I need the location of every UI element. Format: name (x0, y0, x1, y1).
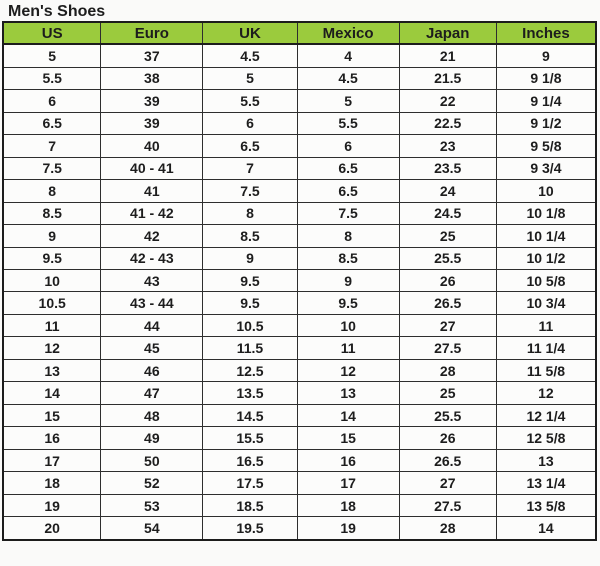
cell: 9 (496, 44, 596, 67)
cell: 25.5 (399, 404, 496, 426)
column-header-inches: Inches (496, 22, 596, 44)
cell: 11 5/8 (496, 359, 596, 381)
cell: 16 (297, 449, 399, 471)
cell: 5.5 (203, 90, 297, 112)
table-row (3, 449, 596, 471)
cell: 13 1/4 (496, 472, 596, 494)
cell: 26 (399, 427, 496, 449)
table-row (3, 427, 596, 449)
cell: 9.5 (203, 292, 297, 314)
cell: 12 (297, 359, 399, 381)
cell: 5.5 (297, 112, 399, 134)
table-row (3, 359, 596, 381)
cell: 6.5 (203, 135, 297, 157)
cell: 10 1/2 (496, 247, 596, 269)
cell: 9 (3, 225, 101, 247)
cell: 11 (496, 314, 596, 336)
cell: 9 1/4 (496, 90, 596, 112)
shoe-size-conversion-table (2, 21, 597, 541)
cell: 10.5 (3, 292, 101, 314)
cell: 44 (101, 314, 203, 336)
cell: 7.5 (203, 180, 297, 202)
cell: 6.5 (297, 180, 399, 202)
cell: 9.5 (3, 247, 101, 269)
cell: 13.5 (203, 382, 297, 404)
cell: 6 (3, 90, 101, 112)
page-title: Men's Shoes (8, 3, 106, 20)
cell: 8 (203, 202, 297, 224)
cell: 47 (101, 382, 203, 404)
cell: 8 (297, 225, 399, 247)
cell: 10 (297, 314, 399, 336)
cell: 27 (399, 472, 496, 494)
cell: 11 (297, 337, 399, 359)
cell: 24 (399, 180, 496, 202)
column-header-japan: Japan (399, 22, 496, 44)
cell: 11 1/4 (496, 337, 596, 359)
cell: 19 (3, 494, 101, 516)
column-header-euro: Euro (101, 22, 203, 44)
cell: 5 (203, 67, 297, 89)
table-body (3, 44, 596, 540)
cell: 10 5/8 (496, 270, 596, 292)
cell: 25 (399, 382, 496, 404)
cell: 21.5 (399, 67, 496, 89)
cell: 7 (3, 135, 101, 157)
column-header-us: US (3, 22, 101, 44)
cell: 8 (3, 180, 101, 202)
cell: 16 (3, 427, 101, 449)
cell: 12 5/8 (496, 427, 596, 449)
table-row (3, 247, 596, 269)
cell: 23.5 (399, 157, 496, 179)
table-row (3, 337, 596, 359)
cell: 18 (297, 494, 399, 516)
cell: 5.5 (3, 67, 101, 89)
cell: 17.5 (203, 472, 297, 494)
cell: 18 (3, 472, 101, 494)
table-row (3, 112, 596, 134)
table-row (3, 314, 596, 336)
cell: 6.5 (3, 112, 101, 134)
cell: 39 (101, 112, 203, 134)
cell: 10 1/4 (496, 225, 596, 247)
cell: 12.5 (203, 359, 297, 381)
cell: 12 (496, 382, 596, 404)
table-row (3, 180, 596, 202)
cell: 40 (101, 135, 203, 157)
cell: 8.5 (297, 247, 399, 269)
cell: 27 (399, 314, 496, 336)
table-row (3, 44, 596, 67)
header-row (3, 22, 596, 44)
cell: 26.5 (399, 292, 496, 314)
cell: 9 (203, 247, 297, 269)
table-row (3, 472, 596, 494)
cell: 41 (101, 180, 203, 202)
cell: 22 (399, 90, 496, 112)
cell: 27.5 (399, 337, 496, 359)
table-row (3, 517, 596, 540)
cell: 14 (496, 517, 596, 540)
cell: 13 (3, 359, 101, 381)
cell: 5 (297, 90, 399, 112)
cell: 9 3/4 (496, 157, 596, 179)
cell: 14.5 (203, 404, 297, 426)
cell: 4 (297, 44, 399, 67)
cell: 15.5 (203, 427, 297, 449)
cell: 22.5 (399, 112, 496, 134)
cell: 13 (297, 382, 399, 404)
cell: 6 (203, 112, 297, 134)
cell: 10 3/4 (496, 292, 596, 314)
cell: 49 (101, 427, 203, 449)
cell: 9.5 (203, 270, 297, 292)
table-row (3, 292, 596, 314)
cell: 10.5 (203, 314, 297, 336)
cell: 17 (3, 449, 101, 471)
cell: 54 (101, 517, 203, 540)
cell: 28 (399, 359, 496, 381)
cell: 25.5 (399, 247, 496, 269)
cell: 12 (3, 337, 101, 359)
cell: 6 (297, 135, 399, 157)
cell: 43 - 44 (101, 292, 203, 314)
table-row (3, 225, 596, 247)
table-row (3, 157, 596, 179)
cell: 40 - 41 (101, 157, 203, 179)
cell: 21 (399, 44, 496, 67)
cell: 37 (101, 44, 203, 67)
cell: 39 (101, 90, 203, 112)
cell: 7.5 (297, 202, 399, 224)
cell: 41 - 42 (101, 202, 203, 224)
table-row (3, 382, 596, 404)
cell: 42 (101, 225, 203, 247)
cell: 7.5 (3, 157, 101, 179)
cell: 13 5/8 (496, 494, 596, 516)
cell: 11 (3, 314, 101, 336)
cell: 11.5 (203, 337, 297, 359)
cell: 8.5 (203, 225, 297, 247)
cell: 19.5 (203, 517, 297, 540)
cell: 28 (399, 517, 496, 540)
cell: 15 (297, 427, 399, 449)
cell: 25 (399, 225, 496, 247)
cell: 10 1/8 (496, 202, 596, 224)
table-row (3, 67, 596, 89)
table-row (3, 90, 596, 112)
table-row (3, 494, 596, 516)
cell: 43 (101, 270, 203, 292)
cell: 4.5 (203, 44, 297, 67)
cell: 8.5 (3, 202, 101, 224)
cell: 26.5 (399, 449, 496, 471)
cell: 20 (3, 517, 101, 540)
cell: 48 (101, 404, 203, 426)
cell: 13 (496, 449, 596, 471)
cell: 26 (399, 270, 496, 292)
cell: 16.5 (203, 449, 297, 471)
cell: 14 (3, 382, 101, 404)
cell: 50 (101, 449, 203, 471)
cell: 53 (101, 494, 203, 516)
table-row (3, 404, 596, 426)
cell: 27.5 (399, 494, 496, 516)
cell: 9 1/2 (496, 112, 596, 134)
cell: 4.5 (297, 67, 399, 89)
cell: 9.5 (297, 292, 399, 314)
cell: 15 (3, 404, 101, 426)
table-row (3, 202, 596, 224)
table-row (3, 135, 596, 157)
cell: 10 (3, 270, 101, 292)
cell: 6.5 (297, 157, 399, 179)
cell: 14 (297, 404, 399, 426)
cell: 18.5 (203, 494, 297, 516)
cell: 9 (297, 270, 399, 292)
table-row (3, 270, 596, 292)
cell: 5 (3, 44, 101, 67)
cell: 52 (101, 472, 203, 494)
column-header-uk: UK (203, 22, 297, 44)
cell: 9 1/8 (496, 67, 596, 89)
cell: 38 (101, 67, 203, 89)
cell: 7 (203, 157, 297, 179)
column-header-mexico: Mexico (297, 22, 399, 44)
cell: 42 - 43 (101, 247, 203, 269)
cell: 12 1/4 (496, 404, 596, 426)
cell: 17 (297, 472, 399, 494)
cell: 23 (399, 135, 496, 157)
cell: 24.5 (399, 202, 496, 224)
cell: 19 (297, 517, 399, 540)
cell: 10 (496, 180, 596, 202)
cell: 9 5/8 (496, 135, 596, 157)
cell: 45 (101, 337, 203, 359)
cell: 46 (101, 359, 203, 381)
